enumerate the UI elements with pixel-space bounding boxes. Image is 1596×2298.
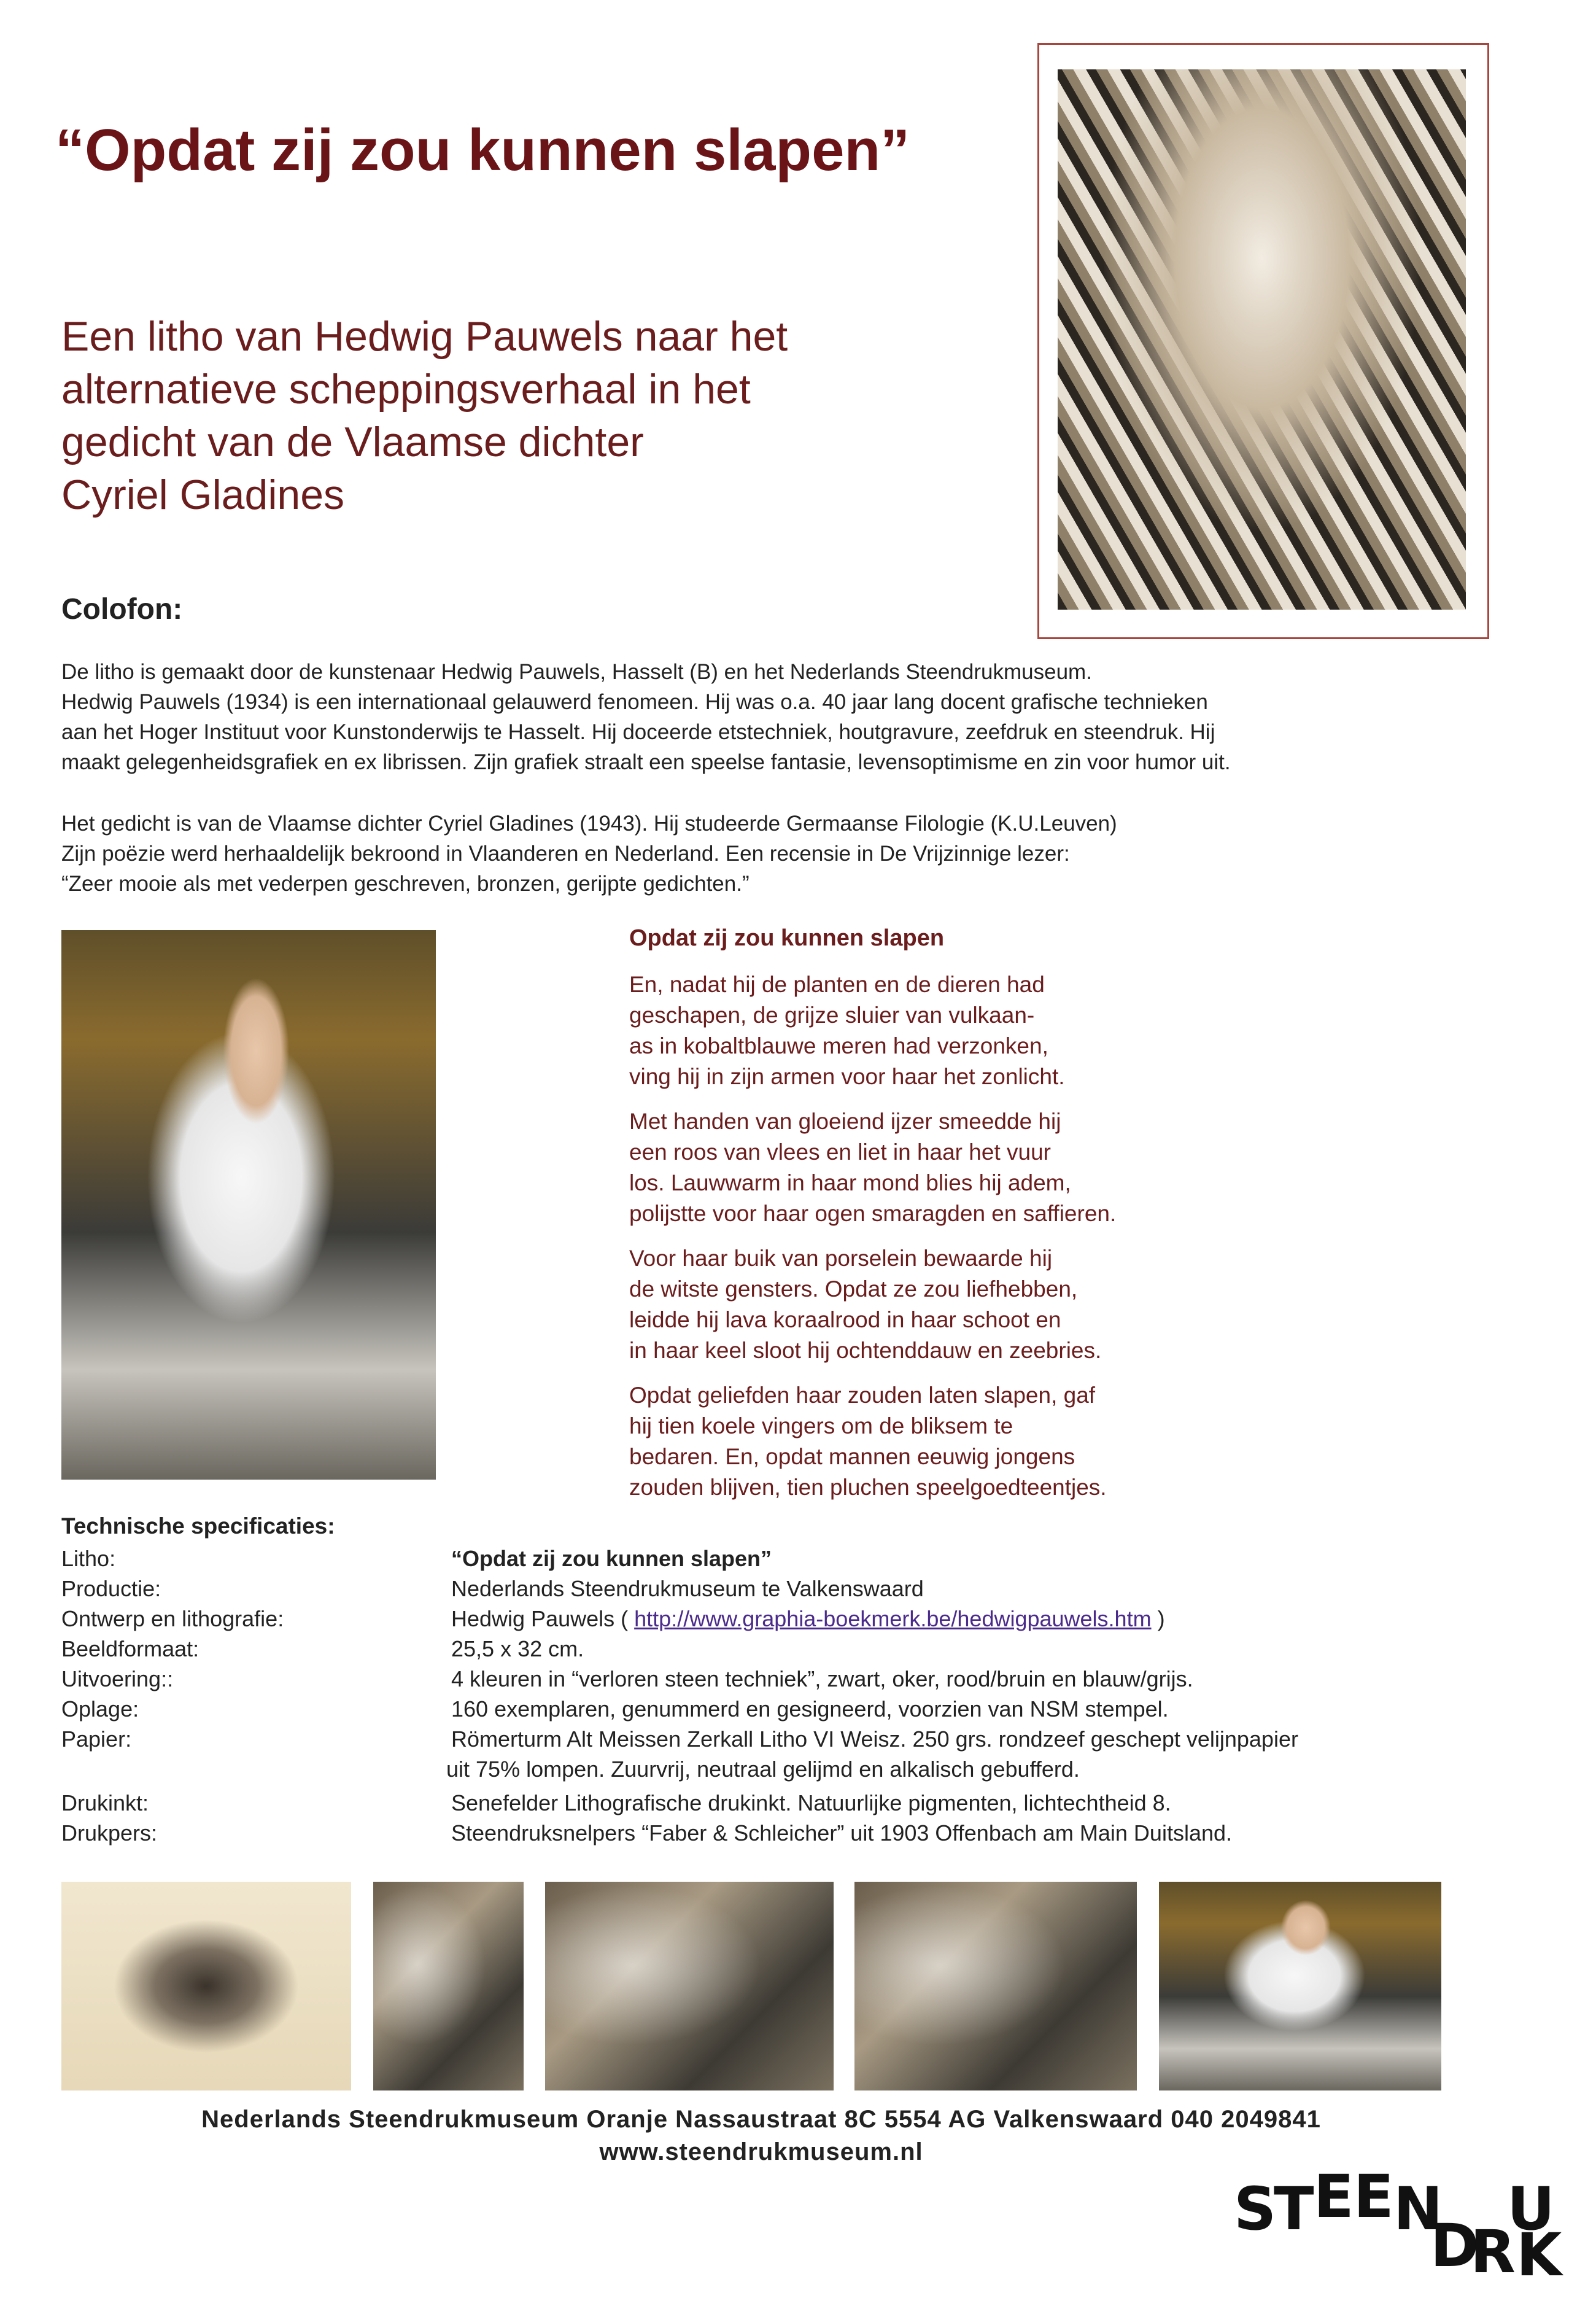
artist-portrait-photo — [61, 930, 436, 1480]
spec-label: Ontwerp en lithografie: — [61, 1606, 284, 1631]
spec-label: Oplage: — [61, 1696, 139, 1722]
lithograph-artwork-image — [1058, 69, 1466, 610]
colofon-line: Het gedicht is van de Vlaamse dichter Cyriel Gladines (1943). Hij studeerde Germaanse Filologie (K.U.Leuven) — [61, 812, 1117, 836]
subtitle-line: gedicht van de Vlaamse dichter — [61, 419, 644, 465]
poem-stanza — [629, 1106, 1212, 1229]
spec-value-text-after: ) — [1151, 1606, 1165, 1631]
spec-value: uit 75% lompen. Zuurvrij, neutraal gelijmd en alkalisch gebufferd. — [446, 1756, 1080, 1782]
poem-line: leidde hij lava koraalrood in haar schoot en — [629, 1307, 1061, 1332]
artist-website-link[interactable]: http://www.graphia-boekmerk.be/hedwigpauwels.htm — [634, 1606, 1152, 1631]
subtitle-line: Cyriel Gladines — [61, 472, 345, 518]
poem-line: Met handen van gloeiend ijzer smeedde hij — [629, 1109, 1061, 1134]
colofon-line: “Zeer mooie als met vederpen geschreven, bronzen, gerijpte gedichten.” — [61, 872, 750, 896]
spec-value-text: Hedwig Pauwels ( — [451, 1606, 629, 1631]
logo-glyph: T — [1274, 2175, 1314, 2243]
colofon-paragraph-artist — [61, 657, 1492, 777]
poem-title: Opdat zij zou kunnen slapen — [629, 925, 945, 951]
spec-value: Senefelder Lithografische drukinkt. Natuurlijke pigmenten, lichtechtheid 8. — [451, 1790, 1171, 1815]
spec-label: Papier: — [61, 1726, 132, 1752]
poem-line: Voor haar buik van porselein bewaarde hij — [629, 1246, 1053, 1271]
logo-glyph: E — [1314, 2162, 1354, 2231]
spec-label: Drukinkt: — [61, 1790, 149, 1815]
poem-line: as in kobaltblauwe meren had verzonken, — [629, 1033, 1048, 1058]
colofon-line: aan het Hoger Instituut voor Kunstonderwijs te Hasselt. Hij doceerde etstechniek, houtgravure, zeefdruk en steendruk. Hij — [61, 720, 1215, 744]
poem-line: in haar keel sloot hij ochtenddauw en zeebries. — [629, 1338, 1102, 1363]
footer-address: Nederlands Steendrukmuseum Oranje Nassaustraat 8C 5554 AG Valkenswaard 040 2049841 — [201, 2106, 1321, 2133]
footer-website: www.steendrukmuseum.nl — [599, 2138, 923, 2165]
strip-photo-group — [854, 1882, 1137, 2090]
logo-glyph: K — [1516, 2221, 1562, 2289]
poem-stanza — [629, 1243, 1212, 1366]
logo-glyph: U — [1507, 2175, 1555, 2243]
spec-value: 4 kleuren in “verloren steen techniek”, zwart, oker, rood/bruin en blauw/grijs. — [451, 1666, 1193, 1691]
poem-line: hij tien koele vingers om de bliksem te — [629, 1413, 1013, 1438]
poem-line: bedaren. En, opdat mannen eeuwig jongens — [629, 1444, 1075, 1469]
poem-line: een roos van vlees en liet in haar het vuur — [629, 1139, 1051, 1165]
colofon-line: De litho is gemaakt door de kunstenaar Hedwig Pauwels, Hasselt (B) en het Nederlands Steendrukmuseum. — [61, 660, 1092, 684]
poem-line: los. Lauwwarm in haar mond blies hij adem, — [629, 1170, 1071, 1195]
spec-value: 25,5 x 32 cm. — [451, 1636, 584, 1661]
poem-line: En, nadat hij de planten en de dieren had — [629, 972, 1045, 997]
strip-photo-printing-press — [373, 1882, 524, 2090]
colofon-paragraph-poet — [61, 809, 1492, 899]
spec-value: Nederlands Steendrukmuseum te Valkenswaard — [451, 1576, 924, 1601]
spec-label: Productie: — [61, 1576, 161, 1601]
page-title: “Opdat zij zou kunnen slapen” — [55, 117, 910, 183]
spec-value-with-link — [451, 1604, 1532, 1634]
strip-photo-signing — [1159, 1882, 1441, 2090]
strip-photo-lithograph-print — [61, 1882, 351, 2090]
poem-line: polijstte voor haar ogen smaragden en saffieren. — [629, 1201, 1117, 1226]
colofon-line: Zijn poëzie werd herhaaldelijk bekroond in Vlaanderen en Nederland. Een recensie in De Vrijzinnige lezer: — [61, 842, 1070, 866]
poem-line: ving hij in zijn armen voor haar het zonlicht. — [629, 1064, 1065, 1089]
poem-line: geschapen, de grijze sluier van vulkaan- — [629, 1003, 1035, 1028]
poem-stanza — [629, 969, 1212, 1092]
poem — [629, 923, 1212, 1517]
spec-value: “Opdat zij zou kunnen slapen” — [451, 1546, 772, 1571]
poem-line: zouden blijven, tien pluchen speelgoedteentjes. — [629, 1475, 1107, 1500]
spec-label: Beeldformaat: — [61, 1636, 200, 1661]
spec-value: Steendruksnelpers “Faber & Schleicher” uit 1903 Offenbach am Main Duitsland. — [451, 1820, 1233, 1846]
strip-photo-workshop — [545, 1882, 834, 2090]
spec-label: Litho: — [61, 1546, 116, 1571]
spec-value: 160 exemplaren, genummerd en gesigneerd, voorzien van NSM stempel. — [451, 1696, 1169, 1722]
subtitle — [61, 310, 970, 521]
logo-glyph: S — [1234, 2175, 1277, 2243]
lithograph-artwork-frame — [1037, 43, 1489, 639]
spec-value: Römerturm Alt Meissen Zerkall Litho VI Weisz. 250 grs. rondzeef geschept velijnpapier — [451, 1726, 1298, 1752]
colofon-line: Hedwig Pauwels (1934) is een internationaal gelauwerd fenomeen. Hij was o.a. 40 jaar lang docent grafische technieken — [61, 690, 1208, 714]
logo-glyph: N — [1393, 2175, 1443, 2243]
poem-stanza — [629, 1380, 1212, 1503]
subtitle-line: Een litho van Hedwig Pauwels naar het — [61, 313, 788, 360]
colofon-heading: Colofon: — [61, 593, 183, 626]
logo-glyph: R — [1470, 2218, 1516, 2286]
colofon-line: maakt gelegenheidsgrafiek en ex librissen. Zijn grafiek straalt een speelse fantasie, levensoptimisme en zin voor humor uit. — [61, 750, 1231, 774]
steendruk-logo — [1228, 2162, 1571, 2290]
specs-heading: Technische specificaties: — [61, 1513, 335, 1539]
logo-glyph: D — [1430, 2211, 1479, 2280]
spec-label: Uitvoering:: — [61, 1666, 174, 1691]
subtitle-line: alternatieve scheppingsverhaal in het — [61, 366, 751, 413]
logo-glyph: E — [1354, 2162, 1394, 2231]
poem-line: Opdat geliefden haar zouden laten slapen, gaf — [629, 1383, 1096, 1408]
poem-line: de witste gensters. Opdat ze zou liefhebben, — [629, 1276, 1078, 1302]
spec-label: Drukpers: — [61, 1820, 158, 1846]
